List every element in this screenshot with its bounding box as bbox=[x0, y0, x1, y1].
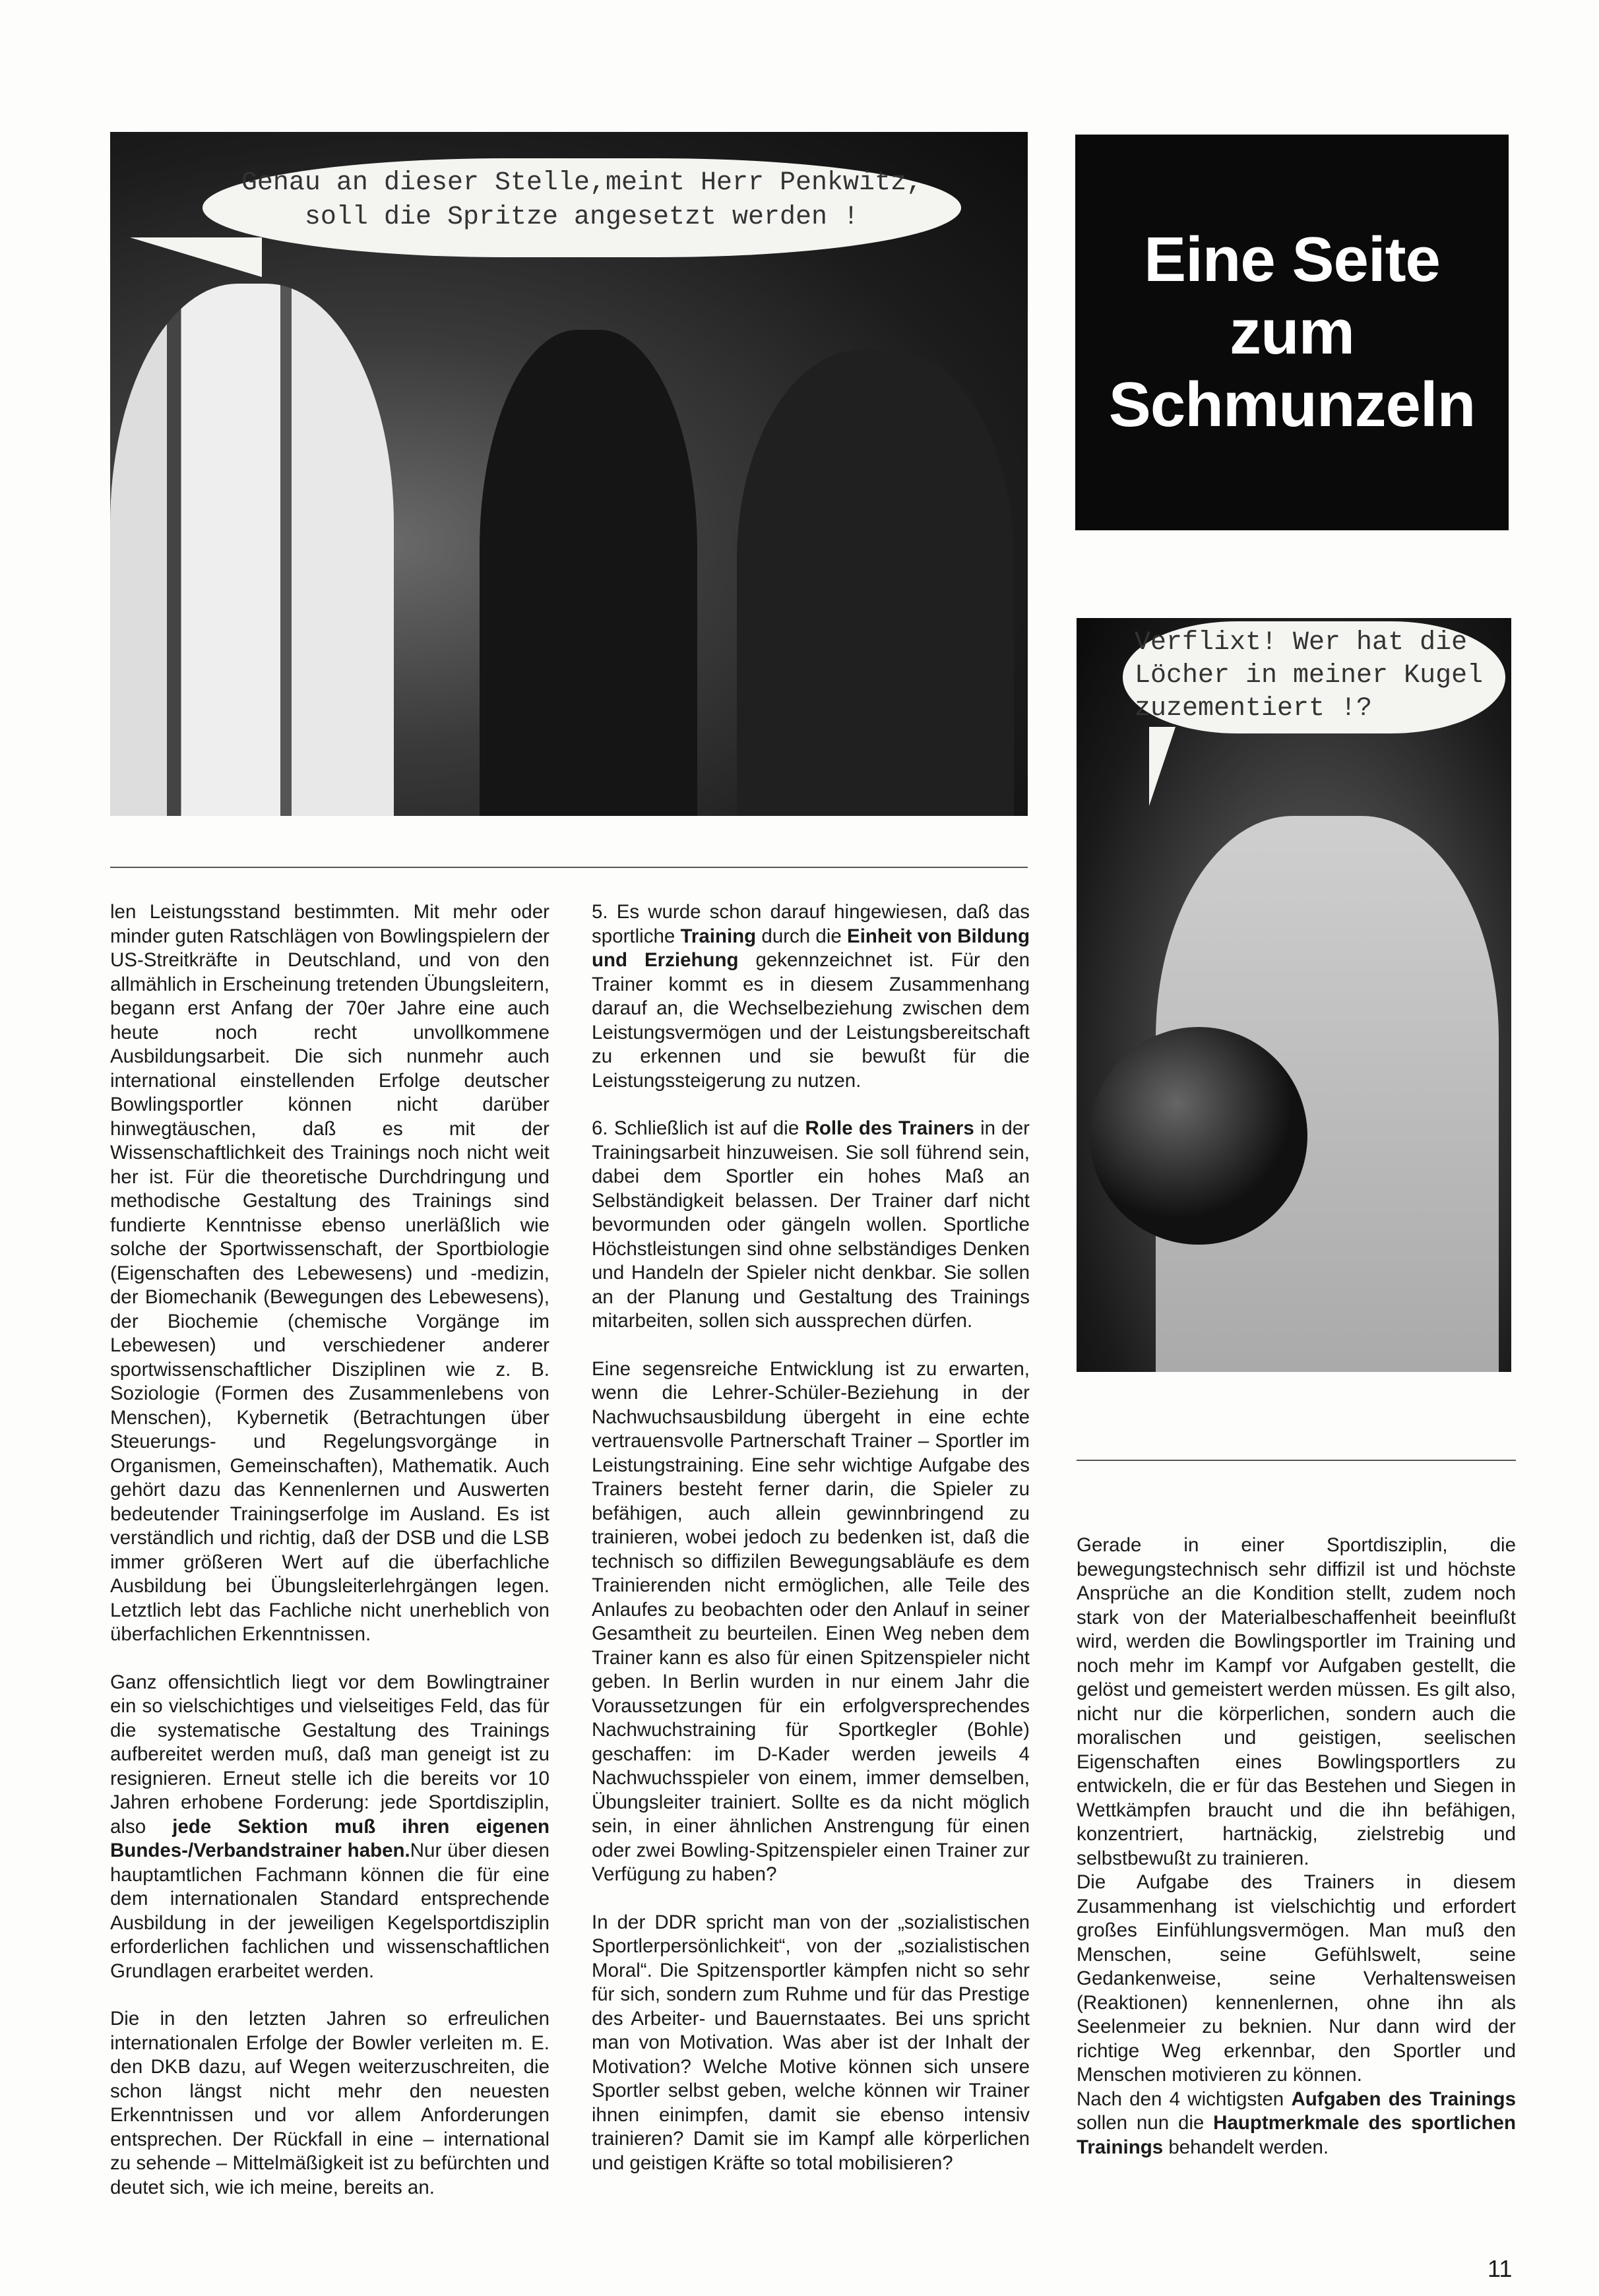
paragraph bbox=[592, 900, 1030, 1093]
bubble-tail bbox=[1149, 727, 1176, 806]
speech-bubble bbox=[203, 158, 961, 257]
text-column-2 bbox=[592, 900, 1030, 2199]
photo-bowler-ball bbox=[1077, 618, 1511, 1372]
paragraph: Eine segensreiche Entwicklung ist zu erwarten, wenn die Lehrer-Schüler-Beziehung in der Nachwuchsausbildung übergeht in eine echte vertrauensvolle Partnerschaft Trainer – Sportler im Leistungstraining. Eine sehr wichtige Aufgabe des Trainers besteht ferner darin, die Spieler zu befähigen, auch allein gewinnbringend zu trainieren, wobei jedoch zu bedenken ist, daß die technisch so diffizilen Bewegungsabläufe es dem Trainierenden nicht ermöglichen, alle Teile des Anlaufes zu beobachten oder den Anlauf in seiner Gesamtheit zu beurteilen. Einen Weg neben dem Trainer kann es also für einen Spitzenspieler nicht geben. In Berlin wurden in nur einem Jahr die Voraussetzungen für ein erfolgversprechendes Nachwuchstraining für Sportkegler (Bohle) geschaffen: im D-Kader werden jeweils 4 Nachwuchsspieler von einem, immer demselben, Übungsleiter trainiert. Sollte es da nicht möglich sein, in einer ähnlichen Anstrengung für einen oder zwei Bowling-Spitzenspieler einen Trainer zur Verfügung zu haben? bbox=[592, 1357, 1030, 1885]
text: durch die bbox=[756, 925, 848, 947]
woman-figure bbox=[480, 330, 697, 816]
paragraph: Die in den letzten Jahren so erfreulichen internationalen Erfolge der Bowler verleiten m. E. den DKB dazu, auf Wegen weiterzuschreiten, die schon längst nicht mehr den neuesten Erkenntnissen und vor allem Anforderungen entsprechen. Der Rückfall in eine – international zu sehende – Mittelmäßigkeit ist zu befürchten und deutet sich, wie ich meine, bereits an. bbox=[110, 2008, 549, 2198]
bold-text: Hauptmerkmale des sportlichen Trainings bbox=[1077, 2112, 1516, 2158]
text: sollen nun die bbox=[1077, 2112, 1214, 2134]
photo-trainer-injection bbox=[110, 132, 1028, 816]
paragraph bbox=[1077, 2088, 1516, 2160]
bubble-line: zuzementiert !? bbox=[1135, 694, 1373, 724]
bubble-line: Löcher in meiner Kugel bbox=[1135, 661, 1484, 691]
paragraph bbox=[110, 1671, 549, 1984]
text: in der Trainingsarbeit hinzuweisen. Sie soll führend sein, dabei dem Sportler ein hohes Maß an Selbständigkeit belassen. Der Trainer darf nicht bevormunden oder gängeln wollen. Sportliche Höchstleistungen sind ohne selbständiges Denken und Handeln der Spieler nicht denkbar. Sie sollen an der Planung und Gestaltung des Trainings mitarbeiten, sollen sich aussprechen dürfen. bbox=[592, 1117, 1030, 1332]
paragraph: In der DDR spricht man von der „sozialistischen Sportlerpersönlichkeit“, von der „sozialistischen Moral“. Die Spitzensportler kämpfen nicht so sehr für sich, sondern zum Ruhme und für das Prestige des Arbeiter- und Bauernstaates. Bei uns spricht man von Motivation. Was aber ist der Inhalt der Motivation? Welche Motive können sich unsere Sportler selbst geben, welche können wir Trainer ihnen einimpfen, damit sie ebenso intensiv trainieren? Damit sie im Kampf alle körperlichen und geistigen Kräfte so total mobilisieren? bbox=[592, 1911, 1030, 2174]
text-column-1 bbox=[110, 900, 549, 2223]
jersey-figure bbox=[737, 350, 1014, 816]
text: 5. Es wurde schon darauf hingewiesen, daß das sportliche bbox=[592, 901, 1030, 947]
text: 6. Schließlich ist auf die bbox=[592, 1117, 805, 1139]
speech-bubble bbox=[1123, 621, 1505, 733]
divider bbox=[110, 867, 1028, 868]
bold-text: Rolle des Trainers bbox=[805, 1117, 974, 1139]
bold-text: Aufgaben des Trainings bbox=[1291, 2088, 1516, 2110]
man-figure bbox=[110, 284, 394, 816]
paragraph: Gerade in einer Sportdisziplin, die bewegungstechnisch sehr diffizil ist und höchste Ansprüche an die Kondition stellt, zudem noch stark von der Materialbeschaffenheit beeinflußt wird, werden die Bowlingsportler im Training und noch mehr im Kampf vor Aufgaben gestellt, die gelöst und gemeistert werden müssen. Es gilt also, nicht nur die körperlichen, sondern auch die moralischen und geistigen, seelischen Eigenschaften eines Bowlingsportlers zu entwickeln, die er für das Bestehen und Siegen in Wettkämpfen braucht und die ihn befähigen, konzentriert, hartnäckig, zielstrebig und selbstbewußt zu trainieren. bbox=[1077, 1534, 1516, 1869]
text: gekennzeichnet ist. Für den Trainer kommt es in diesem Zusammenhang darauf an, die Wechselbeziehung zwischen dem Leistungsvermögen und der Leistungsbereitschaft zu erkennen und sie bewußt für die Leistungssteigerung zu nutzen. bbox=[592, 949, 1030, 1092]
bubble-line: Verflixt! Wer hat die bbox=[1135, 628, 1468, 658]
bold-text: Training bbox=[680, 925, 757, 947]
text: behandelt werden. bbox=[1163, 2136, 1329, 2158]
divider bbox=[1077, 1460, 1516, 1461]
title-line: Eine Seite bbox=[1144, 224, 1440, 295]
title-line: Schmunzeln bbox=[1108, 369, 1476, 440]
bubble-tail bbox=[130, 237, 262, 277]
section-title-box bbox=[1075, 135, 1509, 530]
bold-text: jede Sektion muß ihren eigenen Bundes-/Verbandstrainer haben. bbox=[110, 1815, 549, 1861]
text: Ganz offensichtlich liegt vor dem Bowlingtrainer ein so vielschichtiges und vielseitiges Feld, das für die systematische Gestaltung des Trainings aufbereitet werden muß, daß man geneigt ist zu resignieren. Erneut stelle ich die bereits vor 10 Jahren erhobene Forderung: jede Sportdisziplin, also bbox=[110, 1671, 549, 1838]
paragraph: Die Aufgabe des Trainers in diesem Zusammenhang ist vielschichtig und erfordert großes Einfühlungsvermögen. Man muß den Menschen, seine Gefühlswelt, seine Gedankenweise, seine Verhaltensweisen (Reaktionen) kennenlernen, ohne ihn als Seelenmeier zu beknien. Nur dann wird der richtige Weg erkennbar, den Sportler und Menschen motivieren zu können. bbox=[1077, 1871, 1516, 2086]
bubble-line: Genau an dieser Stelle,meint Herr Penkwitz, bbox=[241, 168, 923, 198]
bold-text: Einheit von Bildung und Erziehung bbox=[592, 925, 1030, 971]
text: Nach den 4 wichtigsten bbox=[1077, 2088, 1292, 2110]
page-title bbox=[1109, 224, 1475, 441]
page-number: 11 bbox=[1488, 2255, 1513, 2282]
bubble-line: soll die Spritze angesetzt werden ! bbox=[304, 202, 860, 232]
text-column-3 bbox=[1077, 1534, 1516, 2159]
title-line: zum bbox=[1230, 297, 1354, 367]
text: Nur über diesen hauptamtlichen Fachmann können die für eine dem internationalen Standard entsprechende Ausbildung in der jeweiligen Kegelsportdisziplin erforderlichen fachlichen und wissenschaftlichen Grundlagen erarbeitet werden. bbox=[110, 1840, 549, 1982]
bowling-ball bbox=[1090, 1027, 1307, 1245]
paragraph bbox=[592, 1117, 1030, 1334]
paragraph: len Leistungsstand bestimmten. Mit mehr oder minder guten Ratschlägen von Bowlingspielern der US-Streitkräfte in Deutschland, und von den allmählich in Erscheinung tretenden Übungsleitern, begann erst Anfang der 70er Jahre eine auch heute noch recht unvollkommene Ausbildungsarbeit. Die sich nunmehr auch international einstellenden Erfolge deutscher Bowlingsportler können nicht darüber hinwegtäuschen, daß es mit der Wissenschaftlichkeit des Trainings noch nicht weit her ist. Für die theoretische Durchdringung und methodische Gestaltung des Trainings sind fundierte Kenntnisse ebenso unerläßlich wie solche der Sportwissenschaft, der Sportbiologie (Eigenschaften des Lebewesens) und -medizin, der Biomechanik (Bewegungen des Lebewesens), der Biochemie (chemische Vorgänge im Lebewesen) und verschiedener anderer sportwissenschaftlicher Disziplinen wie z. B. Soziologie (Formen des Zusammenlebens von Menschen), Kybernetik (Betrachtungen über Steuerungs- und Regelungsvorgänge in Organismen, Gemeinschaften), Mathematik. Auch gehört dazu das Kennenlernen und Auswerten bedeutender Trainingserfolge im Ausland. Es ist verständlich und richtig, daß der DSB und die LSB immer größeren Wert auf die überfachliche Ausbildung bei Übungsleiterlehrgängen legen. Letztlich lebt das Fachliche nicht unerheblich von überfachlichen Erkenntnissen. bbox=[110, 901, 549, 1645]
